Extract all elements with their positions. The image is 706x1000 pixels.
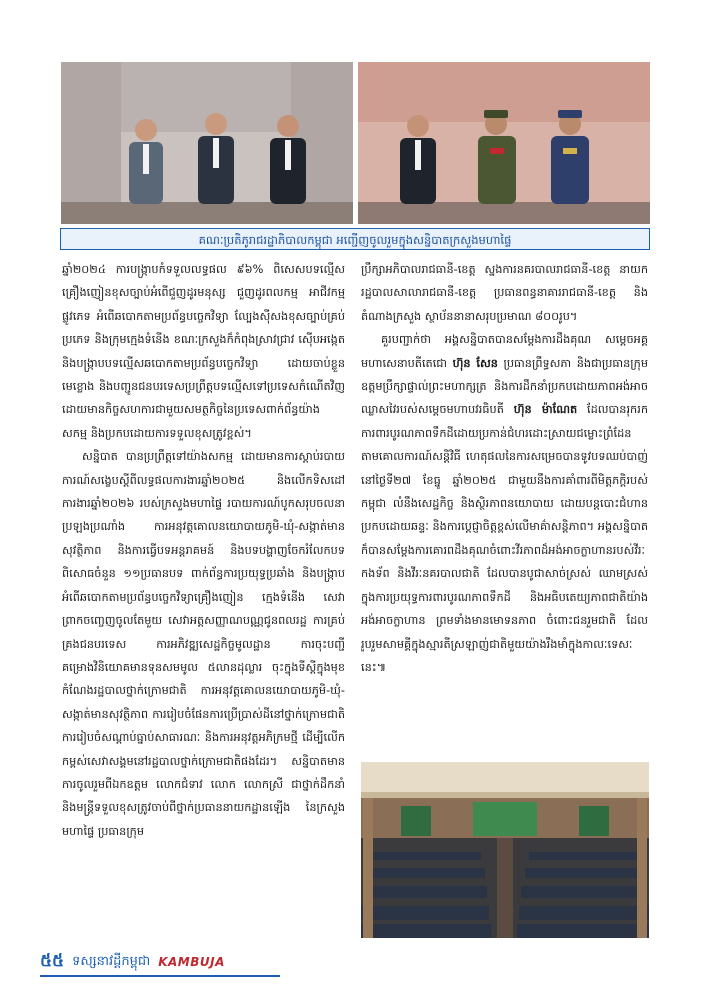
bold-name: ហ៊ុន ម៉ាណែត: [513, 403, 578, 417]
officials-standing-photo-right: [358, 62, 650, 224]
right-column-paragraph: [361, 328, 648, 679]
text-run: គួរបញ្ជាក់ថា អង្គសន្និបាតបានសម្តែងការដឹងគុណ សម្តេចអគ្គមហាសេនាបតីតេជោ: [361, 333, 648, 370]
officials-standing-photo-left: [61, 62, 353, 224]
photo-caption: គណៈប្រតិភូរាជរដ្ឋាភិបាលកម្ពុជា អញ្ជើញចូលរួមក្នុងសន្និបាតក្រសួងមហាផ្ទៃ: [60, 228, 650, 250]
right-column-paragraph: ប្រឹក្សាអភិបាលរាជធានី-ខេត្ត ស្នងការនគរបាលរាជធានី-ខេត្ត នាយករដ្ឋបាលសាលារាជធានី-ខេត្ត ប្រធានពន្ធនាគាររាជធានី-ខេត្ត និងតំណាងក្រសួង ស្ថាប័ននានាសរុបប្រមាណ ៨០០រូប។: [361, 263, 648, 323]
page-number: ៥៥: [40, 950, 65, 971]
magazine-latin-name: KAMBUJA: [158, 955, 225, 969]
bold-name: ហ៊ុន សែន: [452, 356, 498, 370]
left-text-column: [62, 258, 345, 940]
magazine-name: ទស្សនាវដ្តីកម្ពុជា: [72, 953, 151, 969]
left-column-paragraph: សន្និបាត បានប្រព្រឹត្តទៅយ៉ាងសកម្ម ដោយមានការស្តាប់របាយការណ៍សង្ខេបស្តីពីលទ្ធផលការងារឆ្នាំ២០២៥ និងលើកទិសដៅការងារឆ្នាំ២០២៦ របស់ក្រសួងមហាផ្ទៃ របាយការណ៍បូកសរុបចលនាប្រឡងប្រណាំង ការអនុវត្តគោលនយោបាយភូមិ-ឃុំ-សង្កាត់មានសុវត្ថិភាព និងការធ្វើបទអន្តរាគមន៍ និងបទបង្ហាញចែករំលែកបទពិសោធចំនួន ១១ប្រធានបទ ពាក់ព័ន្ធការប្រយុទ្ធប្រឆាំង និងបង្ក្រាបអំពើឆបោកតាមប្រព័ន្ធបច្ចេកវិទ្យាគ្រឿងញៀន ក្មេងទំនើង សេវាព្រាកចញ្ចេញចូលតែមួយ សេវាអត្តសញ្ញាណបណ្ណជូនពលរដ្ឋ ការគ្រប់គ្រងជនបរទេស ការអភិវឌ្ឍសេដ្ឋកិច្ចមូលដ្ឋាន ការចុះបញ្ជីគម្រោងវិនិយោគមានទុនសមមូល ៥លានដុល្លារ ចុះក្នុងទីស្តីក្នុងមុខកំណែងរដ្ឋបាលថ្នាក់ក្រោមជាតិ ការអនុវត្តគោលនយោបាយភូមិ-ឃុំ-សង្កាត់មានសុវត្ថិភាព ការរៀបចំផែនការប្រើប្រាស់ដីនៅថ្នាក់ក្រោមជាតិ ការរៀបចំសណ្តាប់ធ្នាប់សាធារណៈ និងការអនុវត្តអភិក្រមថ្មី ដើម្បីលើកកម្ពស់សេវាសង្គមនៅរដ្ឋបាលថ្នាក់ក្រោមជាតិផងដែរ។ សន្និបាតមានការចូលរួមពីឯកឧត្តម លោកជំទាវ លោក លោកស្រី ជាថ្នាក់ដឹកនាំ និងមន្ត្រីទទួលខុសត្រូវចាប់ពីថ្នាក់ប្រធាននាយកដ្ឋានឡើង នៃក្រសួងមហាផ្ទៃ ប្រធានក្រុម: [62, 450, 345, 838]
text-run: ដែលបានរុករក ការពារបូរណភាពទឹកដីដោយប្រកាន់ជំហរដោះស្រាយជម្លោះព្រំដែនតាមគោលការណ៍សន្តិវិធី ហេតុផលនៃការសម្រេចបានទូវបទឈប់បាញ់នៅថ្ងៃទី២៧ ខែធ្នូ ឆ្នាំ២០២៥ ជាមួយនឹងការគាំពារពីមិត្តភក្តិរបស់កម្ពុជា លំនឹងសេដ្ឋកិច្ច និងស្ថិរភាពនយោបាយ ដោយបន្តបោះជំហានប្រកបដោយឆន្ទៈ និងការប្តេជ្ញាចិត្តខ្ពស់លើមាគ៌ាសន្តិភាព។ អង្គសន្និបាតក៏បានសម្តែងការគោរពដឹងគុណចំពោះវីរភាពដ៏អង់អាចក្លាហានរបស់វីរៈកងទ័ព និងវីរៈនគរបាលជាតិ ដែលបានបូជាសាច់ស្រស់ ឈាមស្រស់ ក្នុងការប្រយុទ្ធការពារបូរណភាពទឹកដី និងអធិបតេយ្យភាពជាតិយ៉ាងអង់អាចក្លាហាន ព្រមទាំងមានមោទនភាព ចំពោះជនរួមជាតិ ដែលរួបរួមសាមគ្គីក្នុងស្មារតីស្រឡាញ់ជាតិមួយយ៉ាងរឹងមាំក្នុងកាលៈទេសៈនេះ៕: [361, 403, 648, 674]
conference-hall-photo: [361, 762, 649, 938]
text-run: ប្រធានព្រឹទ្ធសភា និងជាប្រធានក្រុមឧត្តមប្រឹក្សាផ្ទាល់ព្រះមហាក្សត្រ និងការដឹកនាំប្រកបដោយភាពអង់អាចឈ្លាសវៃរបស់សម្តេចមហាបវរធិបតី: [361, 356, 648, 417]
footer-divider: [40, 975, 280, 977]
page-footer: [40, 948, 225, 976]
left-column-paragraph: ឆ្នាំ២០២៤ ការបង្ក្រាបកំទទួលលទ្ធផល ៩៦% ពិសេសបទល្មើសគ្រឿងញៀនខុសច្បាប់អំពើជួញដូរមនុស្ស ជួញដូរពលកម្ម អាជីវកម្មផ្លូវភេទ អំពើឆបោកតាមប្រព័ន្ធបច្ចេកវិទ្យា ល្បែងស៊ីសងខុសច្បាប់គ្រប់ប្រភេទ និងក្រុមក្មេងទំនើង ខណៈក្រសួងក៏កំពុងស្រាវជ្រាវ ស៊ើបអង្កេត និងបង្ក្រាបបទល្មើសឆបោកតាមប្រព័ន្ធបច្ចេកវិទ្យា ដោយចាប់ខ្លួនមេខ្លោង និងបញ្ជូនជនបរទេសប្រព្រឹត្តបទល្មើសទៅប្រទេសកំណើតវិញ ដោយមានកិច្ចសហការជាមួយសមត្ថកិច្ចនៃប្រទេសពាក់ព័ន្ធយ៉ាងសកម្ម និងប្រកបដោយការទទួលខុសត្រូវខ្ពស់។: [62, 263, 345, 440]
right-text-column: [361, 258, 648, 750]
